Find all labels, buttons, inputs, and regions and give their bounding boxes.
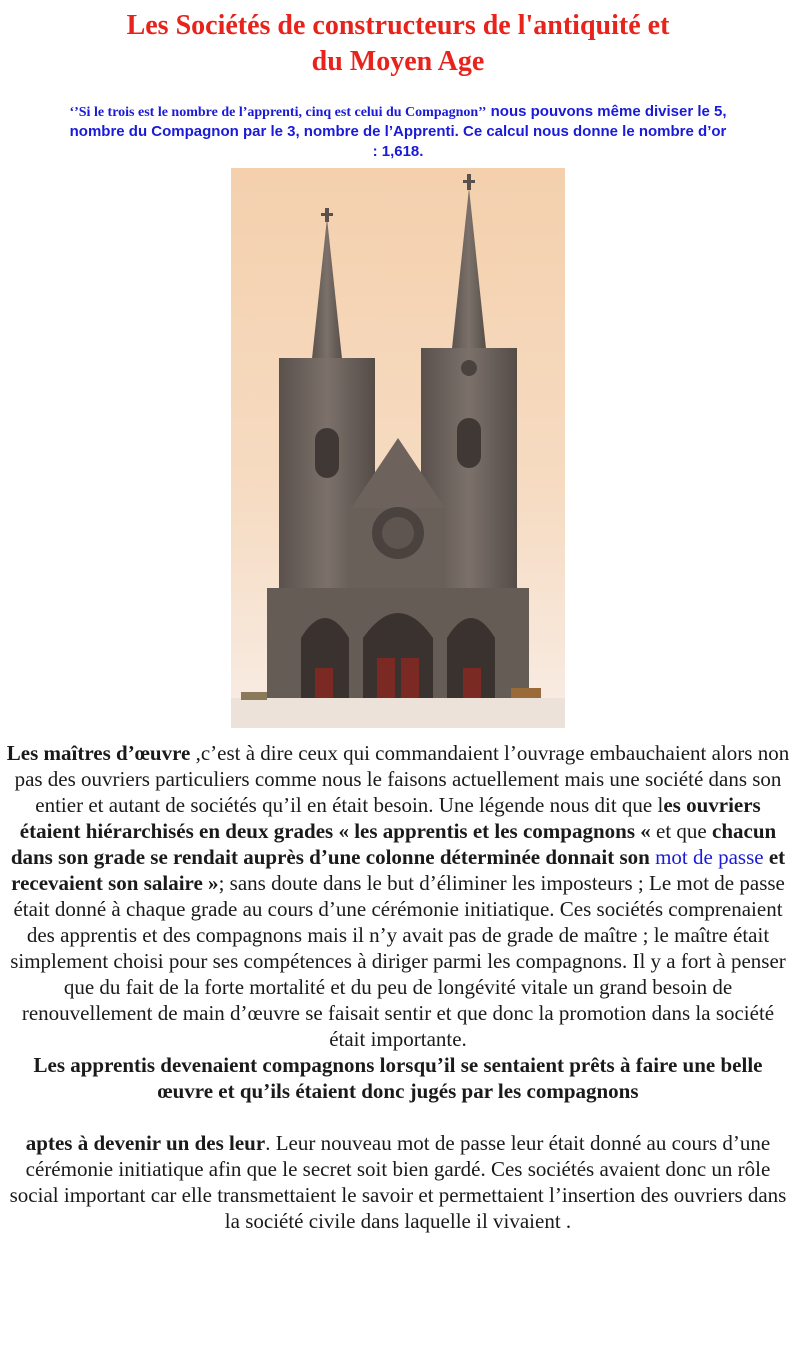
body-bold-1: Les maîtres d’œuvre bbox=[6, 741, 191, 765]
body-bold-3: chacun dans son grade se rendait auprès d’une colonne déterminée donnait son bbox=[10, 819, 777, 869]
body-bold-2: es ouvriers étaient hiérarchisés en deux grades « les apprentis et les compagnons « bbox=[19, 793, 761, 843]
title-line-2: du Moyen Age bbox=[311, 46, 485, 77]
body-text-4: ; sans doute dans le but d’éliminer les imposteurs ; Le mot de passe était donné à chaque grade au cours d’une cérémonie initiatique. Ces sociétés comprenaient des apprentis et des compagnons mais il n’y avait pas de grade de maître ; le maître était simplement choisi pour ses compétences à diriger parmi les compagnons. Il y a fort à penser que du fait de la forte mortalité et du peu de longévité vitale un grand besoin de renouvellement de main d’œuvre se faisait sentir et que donc la promotion dans la société était importante. bbox=[10, 871, 786, 1051]
quote-serif-part: ‘’Si le trois est le nombre de l’apprenti, cinq est celui du Compagnon’’ bbox=[69, 105, 487, 120]
body-paragraph-1 bbox=[0, 740, 796, 1104]
body-paragraph-2 bbox=[0, 1130, 796, 1234]
mot-de-passe-link[interactable]: mot de passe bbox=[655, 845, 764, 869]
body-text-6: . Leur nouveau mot de passe leur était donné au cours d’une cérémonie initiatique afin que le secret soit bien gardé. Ces sociétés avaient donc un rôle social important car elle transmettaient le savoir et permettaient l’insertion des ouvriers dans la société civile dans laquelle il vivaient . bbox=[9, 1131, 787, 1233]
cathedral-photo bbox=[231, 168, 565, 728]
paragraph-gap bbox=[0, 1104, 796, 1130]
golden-number-quote bbox=[68, 102, 728, 162]
body-bold-5: Les apprentis devenaient compagnons lorsqu’il se sentaient prêts à faire une belle œuvre et qu’ils étaient donc jugés par les compagnons bbox=[33, 1053, 763, 1103]
body-text-2: et que bbox=[650, 819, 712, 843]
body-bold-6: aptes à devenir un des leur bbox=[25, 1131, 266, 1155]
page-title bbox=[0, 0, 796, 80]
body-text-1: ,c’est à dire ceux qui commandaient l’ouvrage embauchaient alors non pas des ouvriers particuliers comme nous le faisons actuellement mais une société dans son entier et autant de sociétés qu’il en était besoin. Une légende nous dit que l bbox=[14, 741, 790, 817]
quote-sans-part: nous pouvons même diviser le 5, nombre du Compagnon par le 3, nombre de l’Apprenti. Ce calcul nous donne le nombre d’or : 1,618. bbox=[69, 103, 727, 160]
title-line-1: Les Sociétés de constructeurs de l'antiquité et bbox=[126, 10, 670, 41]
body-bold-4: et recevaient son salaire » bbox=[11, 845, 786, 895]
